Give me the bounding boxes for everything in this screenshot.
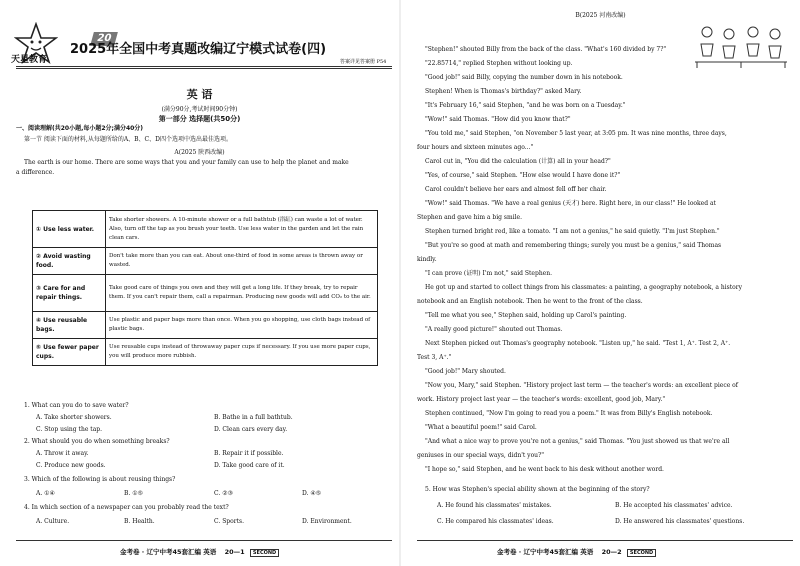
footer-box: SECOND xyxy=(250,549,279,557)
row-text: Don't take more than you can eat. About one-third of food in some areas is thrown away or wasted. xyxy=(106,248,378,275)
story-line: four hours and sixteen minutes ago..." xyxy=(417,144,534,151)
intro-line: a difference. xyxy=(16,169,55,176)
story-line: "Now you, Mary," said Stephen. "History project last term — the teacher's words: an excellent piece of xyxy=(425,382,738,389)
story-line: kindly. xyxy=(417,256,437,263)
option[interactable]: D. He answered his classmates' questions. xyxy=(615,518,745,525)
option[interactable]: B. Health. xyxy=(124,518,155,525)
option[interactable]: D. ④⑤ xyxy=(302,490,322,497)
question-2: 2. What should you do when something breaks? xyxy=(24,438,170,445)
story-line: "Tell me what you see," Stephen said, holding up Carol's painting. xyxy=(425,312,627,319)
footer-label: 金考卷 · 辽宁中考45套汇编 英语 xyxy=(120,548,217,556)
story-line: Stephen turned bright red, like a tomato. "I am not a genius," he said quietly. "I'm just Stephen." xyxy=(425,228,720,235)
option[interactable]: A. Throw it away. xyxy=(36,450,89,457)
story-line: "You told me," said Stephen, "on November 5 last year, at 3:05 pm. It was nine months, three days, xyxy=(425,130,727,137)
table-row xyxy=(33,211,378,248)
story-line: Stephen and gave him a big smile. xyxy=(417,214,522,221)
footer-text xyxy=(497,547,656,557)
story-line: Test 3, A⁺." xyxy=(417,354,452,361)
table-row xyxy=(33,248,378,275)
story-line: "Good job!" said Billy, copying the number down in his notebook. xyxy=(425,74,623,81)
option[interactable]: D. Clean cars every day. xyxy=(214,426,288,433)
footer-box: SECOND xyxy=(627,549,656,557)
option[interactable]: A. Take shorter showers. xyxy=(36,414,112,421)
option[interactable]: B. ①⑤ xyxy=(124,490,143,497)
footer-rule xyxy=(417,540,793,541)
story-line: Stephen! When is Thomas's birthday?" asked Mary. xyxy=(425,88,582,95)
story-line: notebook and an English notebook. Then he went to the front of the class. xyxy=(417,298,643,305)
row-label: ② Avoid wasting food. xyxy=(33,248,106,275)
row-label: ④ Use reusable bags. xyxy=(33,312,106,339)
table-row xyxy=(33,339,378,366)
passage-b-label: B(2025 河南改编) xyxy=(575,12,626,19)
story-line: Carol couldn't believe her ears and almost fell off her chair. xyxy=(425,186,607,193)
passage-a-label: A(2025 陕西改编) xyxy=(174,149,225,156)
page-number: 20—1 xyxy=(224,548,245,556)
story-line: "I can prove (证明) I'm not," said Stephen. xyxy=(425,270,553,277)
story-line: "Wow!" said Thomas. "How did you know that?" xyxy=(425,116,571,123)
right-page xyxy=(401,0,800,566)
exam-title: 2025年全国中考真题改编辽宁模式试卷(四) xyxy=(70,42,327,57)
option[interactable]: B. He accepted his classmates' advice. xyxy=(615,502,733,509)
part-title: 第一部分 选择题(共50分) xyxy=(158,115,241,123)
option[interactable]: C. Stop using the tap. xyxy=(36,426,103,433)
option[interactable]: A. Culture. xyxy=(36,518,70,525)
page-number: 20—2 xyxy=(601,548,622,556)
option[interactable]: C. He compared his classmates' ideas. xyxy=(437,518,554,525)
option[interactable]: B. Bathe in a full bathtub. xyxy=(214,414,293,421)
question-3: 3. Which of the following is about reusing things? xyxy=(24,476,176,483)
option[interactable]: D. Environment. xyxy=(302,518,352,525)
story-line: "What a beautiful poem!" said Carol. xyxy=(425,424,537,431)
story-line: "I hope so," said Stephen, and he went back to his desk without another word. xyxy=(425,466,664,473)
story-line: Next Stephen picked out Thomas's geography notebook. "Listen up," he said. "Test 1, A⁺. Test 2, A⁺. xyxy=(425,340,731,347)
question-1: 1. What can you do to save water? xyxy=(24,402,129,409)
option[interactable]: C. Sports. xyxy=(214,518,245,525)
story-line: work. History project last year — the teacher's words: excellent, good job, Mary." xyxy=(417,396,666,403)
story-line: "Wow!" said Thomas. "We have a real genius (天才) here. Right here, in our class!" He looked at xyxy=(425,200,716,207)
story-line: "But you're so good at math and remembering things; surely you must be a genius," said Thomas xyxy=(425,242,722,249)
answer-note: 答案详见答案册 P54 xyxy=(340,59,387,65)
story-line: Stephen continued, "Now I'm going to read you a poem." It was from Billy's English notebook. xyxy=(425,410,713,417)
footer-text xyxy=(120,547,279,557)
table-row xyxy=(33,312,378,339)
option[interactable]: A. ①④ xyxy=(36,490,55,497)
row-label: ③ Care for and repair things. xyxy=(33,275,106,312)
left-page xyxy=(0,0,399,566)
section-instruction: 第一节 阅读下面的材料,从每题所给的A、B、C、D四个选项中选出最佳选项。 xyxy=(24,136,232,143)
row-text: Take good care of things you own and they will get a long life. If they break, try to repair them. If you can't repair them, call a repairman. Producing new goods will add CO₂ to the air. xyxy=(106,275,378,312)
question-5: 5. How was Stephen's special ability shown at the beginning of the story? xyxy=(425,486,650,493)
story-line: He got up and started to collect things from his classmates: a painting, a geography notebook, a history xyxy=(425,284,742,291)
story-line: "And what a nice way to prove you're not a genius," said Thomas. "You just showed us that we're all xyxy=(425,438,730,445)
row-label: ⑤ Use fewer paper cups. xyxy=(33,339,106,366)
option[interactable]: B. Repair it if possible. xyxy=(214,450,284,457)
option[interactable]: C. Produce new goods. xyxy=(36,462,106,469)
brand-text: 天星教育 xyxy=(11,55,48,65)
story-line: "Stephen!" shouted Billy from the back of the class. "What's 160 divided by 7?" xyxy=(425,46,667,53)
tips-table xyxy=(32,210,378,366)
story-line: "22.85714," replied Stephen without looking up. xyxy=(425,60,573,67)
story-line: "Yes, of course," said Stephen. "How else would I have done it?" xyxy=(425,172,621,179)
row-text: Use reusable cups instead of throwaway paper cups if necessary. If you use more paper cups, you will produce more rubbish. xyxy=(106,339,378,366)
option[interactable]: C. ②③ xyxy=(214,490,233,497)
table-row xyxy=(33,275,378,312)
subject-title: 英 语 xyxy=(186,88,213,101)
story-line: Carol cut in, "You did the calculation (计算) all in your head?" xyxy=(425,158,611,165)
story-line: "It's February 16," said Stephen, "and he was born on a Tuesday." xyxy=(425,102,626,109)
score-note: (满分90分,考试时间90分钟) xyxy=(161,106,238,113)
footer-label: 金考卷 · 辽宁中考45套汇编 英语 xyxy=(497,548,594,556)
intro-line: The earth is our home. There are some ways that you and your family can use to help the planet and make xyxy=(24,159,349,166)
option[interactable]: D. Take good care of it. xyxy=(214,462,285,469)
story-line: "Good job!" Mary shouted. xyxy=(425,368,506,375)
row-text: Use plastic and paper bags more than once. When you go shopping, use cloth bags instead of plastic bags. xyxy=(106,312,378,339)
story-line: geniuses in our special ways, didn't you?" xyxy=(417,452,545,459)
section-title: 一、阅读理解(共20小题,每小题2分;满分40分) xyxy=(16,125,144,132)
header-rule xyxy=(16,66,392,67)
option[interactable]: A. He found his classmates' mistakes. xyxy=(437,502,552,509)
story-line: "A really good picture!" shouted out Thomas. xyxy=(425,326,563,333)
footer-rule xyxy=(16,540,392,541)
header-rule-thin xyxy=(16,68,392,69)
row-label: ① Use less water. xyxy=(33,211,106,248)
row-text: Take shorter showers. A 10-minute shower or a full bathtub (浴缸) can waste a lot of water. Also, turn off the tap as you brush your teeth. Use less water in the garden and let the rain clean cars. xyxy=(106,211,378,248)
paper-number-badge: 20 xyxy=(90,32,118,46)
question-4: 4. In which section of a newspaper can you probably read the text? xyxy=(24,504,229,511)
